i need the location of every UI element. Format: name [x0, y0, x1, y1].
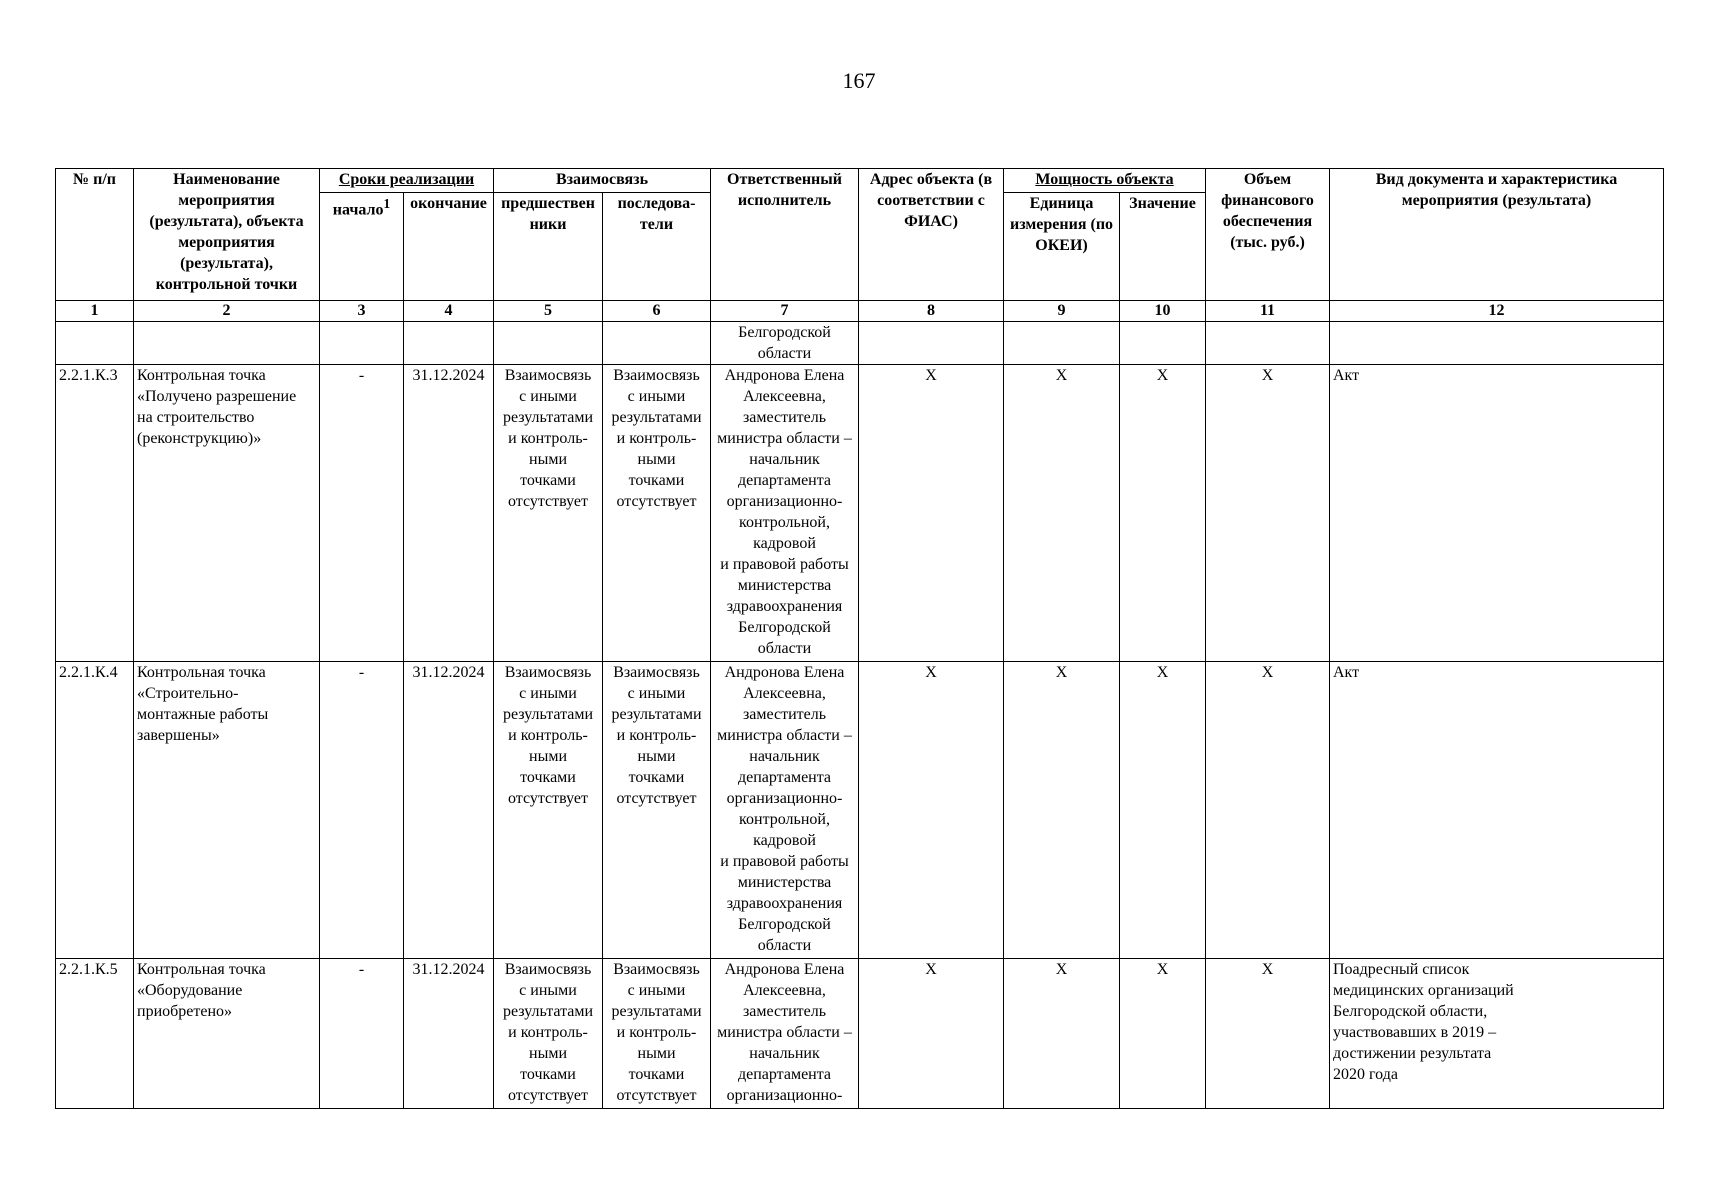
cell-unit: Х — [1004, 959, 1120, 1109]
cell-responsible: Андронова Елена Алексеевна, заместитель министра области – начальник департамента организационно- контрольной, кадровой и правовой работы министерства здравоохранения Белгородской области — [711, 365, 859, 662]
header-link: Взаимосвязь — [494, 169, 711, 193]
header-name: Наименование мероприятия (результата), объекта мероприятия (результата), контрольной точки — [134, 169, 320, 301]
cell-next: Взаимосвязь с иными результатами и контроль- ными точками отсутствует — [603, 959, 711, 1109]
cell-num: 2.2.1.К.5 — [56, 959, 134, 1109]
cell-start: - — [320, 365, 404, 662]
cell-responsible: Белгородской области — [711, 322, 859, 365]
cell-address: Х — [859, 959, 1004, 1109]
header-value: Значение — [1120, 193, 1206, 301]
cell-next: Взаимосвязь с иными результатами и контроль- ными точками отсутствует — [603, 662, 711, 959]
cell-doc: Акт — [1330, 365, 1664, 662]
header-start — [320, 193, 404, 301]
col-number: 5 — [494, 301, 603, 322]
cell-num: 2.2.1.К.4 — [56, 662, 134, 959]
cell-value: Х — [1120, 959, 1206, 1109]
cell-start: - — [320, 959, 404, 1109]
cell-start: - — [320, 662, 404, 959]
cell-unit: Х — [1004, 662, 1120, 959]
cell-pred: Взаимосвязь с иными результатами и контроль- ными точками отсутствует — [494, 365, 603, 662]
col-number: 12 — [1330, 301, 1664, 322]
table-row — [56, 662, 1664, 959]
cell-doc: Акт — [1330, 662, 1664, 959]
cell-name: Контрольная точка «Оборудование приобретено» — [134, 959, 320, 1109]
header-terms: Сроки реализации — [320, 169, 494, 193]
cell-finance: Х — [1206, 662, 1330, 959]
header-num: № п/п — [56, 169, 134, 301]
cell-name: Контрольная точка «Строительно- монтажные работы завершены» — [134, 662, 320, 959]
col-number: 10 — [1120, 301, 1206, 322]
cell-finance: Х — [1206, 365, 1330, 662]
plan-table — [55, 168, 1664, 1109]
cell-end: 31.12.2024 — [404, 365, 494, 662]
cell-name: Контрольная точка «Получено разрешение на строительство (реконструкцию)» — [134, 365, 320, 662]
col-number: 1 — [56, 301, 134, 322]
cell-address: Х — [859, 662, 1004, 959]
cell-pred: Взаимосвязь с иными результатами и контроль- ными точками отсутствует — [494, 959, 603, 1109]
cell-value: Х — [1120, 662, 1206, 959]
continuation-row — [56, 322, 1664, 365]
col-number: 9 — [1004, 301, 1120, 322]
header-responsible: Ответственный исполнитель — [711, 169, 859, 301]
col-number: 2 — [134, 301, 320, 322]
header-capacity: Мощность объекта — [1004, 169, 1206, 193]
header-next: последова- тели — [603, 193, 711, 301]
col-number: 6 — [603, 301, 711, 322]
cell-address: Х — [859, 365, 1004, 662]
cell-unit: Х — [1004, 365, 1120, 662]
cell-pred: Взаимосвязь с иными результатами и контроль- ными точками отсутствует — [494, 662, 603, 959]
cell-num: 2.2.1.К.3 — [56, 365, 134, 662]
cell-next: Взаимосвязь с иными результатами и контроль- ными точками отсутствует — [603, 365, 711, 662]
cell-end: 31.12.2024 — [404, 662, 494, 959]
page-number: 167 — [842, 68, 876, 93]
cell-responsible: Андронова Елена Алексеевна, заместитель министра области – начальник департамента организационно- — [711, 959, 859, 1109]
footnote-mark: 1 — [383, 196, 391, 211]
table-row — [56, 959, 1664, 1109]
cell-end: 31.12.2024 — [404, 959, 494, 1109]
col-number: 4 — [404, 301, 494, 322]
cell-responsible: Андронова Елена Алексеевна, заместитель министра области – начальник департамента организационно- контрольной, кадровой и правовой работы министерства здравоохранения Белгородской области — [711, 662, 859, 959]
col-number: 3 — [320, 301, 404, 322]
table-row — [56, 365, 1664, 662]
header-start-label: начало — [332, 201, 384, 219]
header-unit: Единица измерения (по ОКЕИ) — [1004, 193, 1120, 301]
header-doc-type: Вид документа и характеристика мероприятия (результата) — [1330, 169, 1664, 301]
col-number: 7 — [711, 301, 859, 322]
cell-value: Х — [1120, 365, 1206, 662]
cell-doc: Поадресный список медицинских организаций Белгородской области, участвовавших в 2019 – достижении результата 2020 года — [1330, 959, 1664, 1109]
col-number: 8 — [859, 301, 1004, 322]
header-address: Адрес объекта (в соответствии с ФИАС) — [859, 169, 1004, 301]
header-end: окончание — [404, 193, 494, 301]
header-pred: предшествен ники — [494, 193, 603, 301]
cell-finance: Х — [1206, 959, 1330, 1109]
col-number: 11 — [1206, 301, 1330, 322]
header-finance: Объем финансового обеспечения (тыс. руб.) — [1206, 169, 1330, 301]
